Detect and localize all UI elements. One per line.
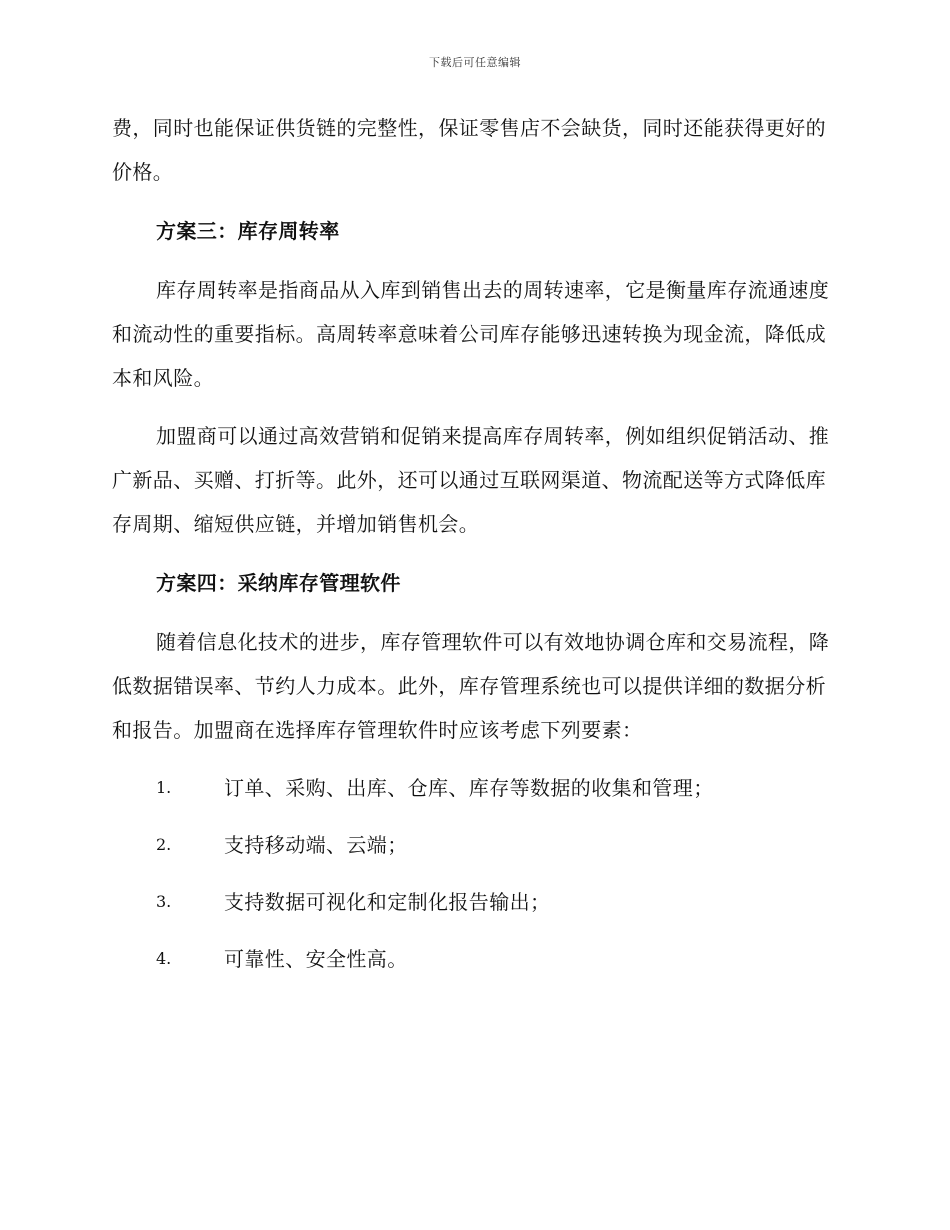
list-item bbox=[156, 830, 836, 860]
paragraph-continuation: 费，同时也能保证供货链的完整性，保证零售店不会缺货，同时还能获得更好的价格。 bbox=[112, 116, 826, 184]
paragraph-turnover-definition: 库存周转率是指商品从入库到销售出去的周转速率，它是衡量库存流通速度和流动性的重要指标。高周转率意味着公司库存能够迅速转换为现金流，降低成本和风险。 bbox=[112, 278, 830, 390]
section-heading-plan-three: 方案三：库存周转率 bbox=[156, 219, 340, 243]
list-item bbox=[156, 944, 836, 974]
list-item bbox=[156, 773, 836, 803]
list-item-number: 2. bbox=[156, 835, 172, 854]
list-item bbox=[156, 887, 836, 917]
list-item-text: 支持数据可视化和定制化报告输出； bbox=[224, 890, 551, 914]
list-item-text: 订单、采购、出库、仓库、库存等数据的收集和管理； bbox=[224, 776, 714, 800]
list-item-text: 支持移动端、云端； bbox=[224, 833, 408, 857]
list-item-number: 1. bbox=[156, 778, 172, 797]
list-item-number: 3. bbox=[156, 892, 172, 911]
section-heading-plan-four: 方案四：采纳库存管理软件 bbox=[156, 571, 401, 595]
paragraph-software-intro: 随着信息化技术的进步，库存管理软件可以有效地协调仓库和交易流程，降低数据错误率、节约人力成本。此外，库存管理系统也可以提供详细的数据分析和报告。加盟商在选择库存管理软件时应该考虑下列要素： bbox=[112, 630, 830, 742]
paragraph-turnover-methods: 加盟商可以通过高效营销和促销来提高库存周转率，例如组织促销活动、推广新品、买赠、打折等。此外，还可以通过互联网渠道、物流配送等方式降低库存周期、缩短供应链，并增加销售机会。 bbox=[112, 424, 830, 536]
list-item-text: 可靠性、安全性高。 bbox=[224, 947, 408, 971]
list-item-number: 4. bbox=[156, 949, 172, 968]
page-header: 下载后可任意编辑 bbox=[429, 56, 521, 69]
